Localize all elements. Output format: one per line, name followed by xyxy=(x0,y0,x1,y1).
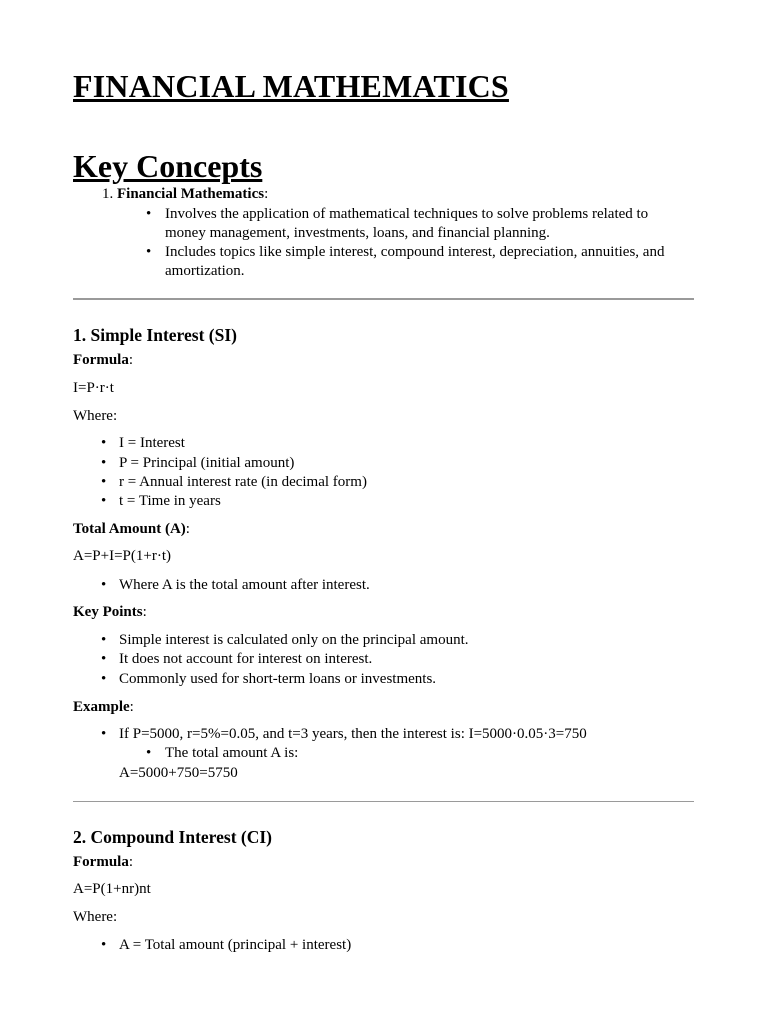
si-key-points-label: Key Points xyxy=(73,604,143,620)
simple-interest-heading: 1. Simple Interest (SI) xyxy=(73,325,237,345)
si-example-sub: The total amount A is: xyxy=(165,745,299,761)
numbered-item xyxy=(102,186,268,203)
si-example-label-line xyxy=(73,699,134,716)
si-formula-label-line xyxy=(73,352,133,369)
si-total-formula: A=P+I=P(1+r·t) xyxy=(73,548,171,564)
divider xyxy=(73,801,694,802)
bullet-dot: • xyxy=(146,745,152,761)
concept-bullet-2-line-2: amortization. xyxy=(165,263,245,279)
bullet-dot: • xyxy=(146,244,152,260)
document-title: FINANCIAL MATHEMATICS xyxy=(73,68,509,104)
si-formula: I=P·r·t xyxy=(73,380,114,396)
si-example-result: A=5000+750=5750 xyxy=(119,765,238,781)
ci-where-label: Where: xyxy=(73,909,118,925)
si-key-point: It does not account for interest on interest. xyxy=(119,651,373,667)
si-total-label-line xyxy=(73,521,190,538)
bullet-dot: • xyxy=(101,726,107,742)
si-total-note: Where A is the total amount after interest. xyxy=(119,577,370,593)
si-where-item: P = Principal (initial amount) xyxy=(119,455,295,471)
bullet-dot: • xyxy=(101,651,107,667)
compound-interest-heading: 2. Compound Interest (CI) xyxy=(73,827,272,847)
concept-bullet-2-line-1: Includes topics like simple interest, compound interest, depreciation, annuities, and xyxy=(165,244,665,260)
item-colon: : xyxy=(264,186,269,202)
si-where-label: Where: xyxy=(73,408,118,424)
bullet-dot: • xyxy=(101,671,107,687)
si-where-item: I = Interest xyxy=(119,435,185,451)
si-colon: : xyxy=(185,521,190,537)
si-where-item: t = Time in years xyxy=(119,493,221,509)
si-where-item: r = Annual interest rate (in decimal form) xyxy=(119,474,367,490)
concept-bullet-1-line-1: Involves the application of mathematical techniques to solve problems related to xyxy=(165,206,649,222)
si-key-point: Commonly used for short-term loans or investments. xyxy=(119,671,437,687)
si-key-points-label-line xyxy=(73,604,147,621)
ci-where-item: A = Total amount (principal + interest) xyxy=(119,937,352,953)
ci-colon: : xyxy=(128,854,133,870)
si-colon: : xyxy=(142,604,147,620)
si-colon: : xyxy=(128,352,133,368)
ci-formula-label-line xyxy=(73,854,133,871)
si-colon: : xyxy=(129,699,134,715)
si-example-label: Example xyxy=(73,699,130,715)
bullet-dot: • xyxy=(101,493,107,509)
si-key-point: Simple interest is calculated only on the principal amount. xyxy=(119,632,469,648)
bullet-dot: • xyxy=(101,937,107,953)
bullet-dot: • xyxy=(101,577,107,593)
bullet-dot: • xyxy=(101,435,107,451)
concept-bullet-1-line-2: money management, investments, loans, and financial planning. xyxy=(165,225,550,241)
ci-formula-label: Formula xyxy=(73,854,129,870)
ci-formula: A=P(1+nr)nt xyxy=(73,881,151,897)
key-concepts-heading: Key Concepts xyxy=(73,148,263,184)
bullet-dot: • xyxy=(101,474,107,490)
bullet-dot: • xyxy=(101,632,107,648)
si-formula-label: Formula xyxy=(73,352,129,368)
item-number: 1. xyxy=(102,186,114,202)
bullet-dot: • xyxy=(146,206,152,222)
bullet-dot: • xyxy=(101,455,107,471)
divider xyxy=(73,298,694,300)
si-total-label: Total Amount (A) xyxy=(73,521,186,537)
item-label: Financial Mathematics xyxy=(117,186,265,202)
si-example-line: If P=5000, r=5%=0.05, and t=3 years, then the interest is: I=5000·0.05·3=750 xyxy=(119,726,587,742)
